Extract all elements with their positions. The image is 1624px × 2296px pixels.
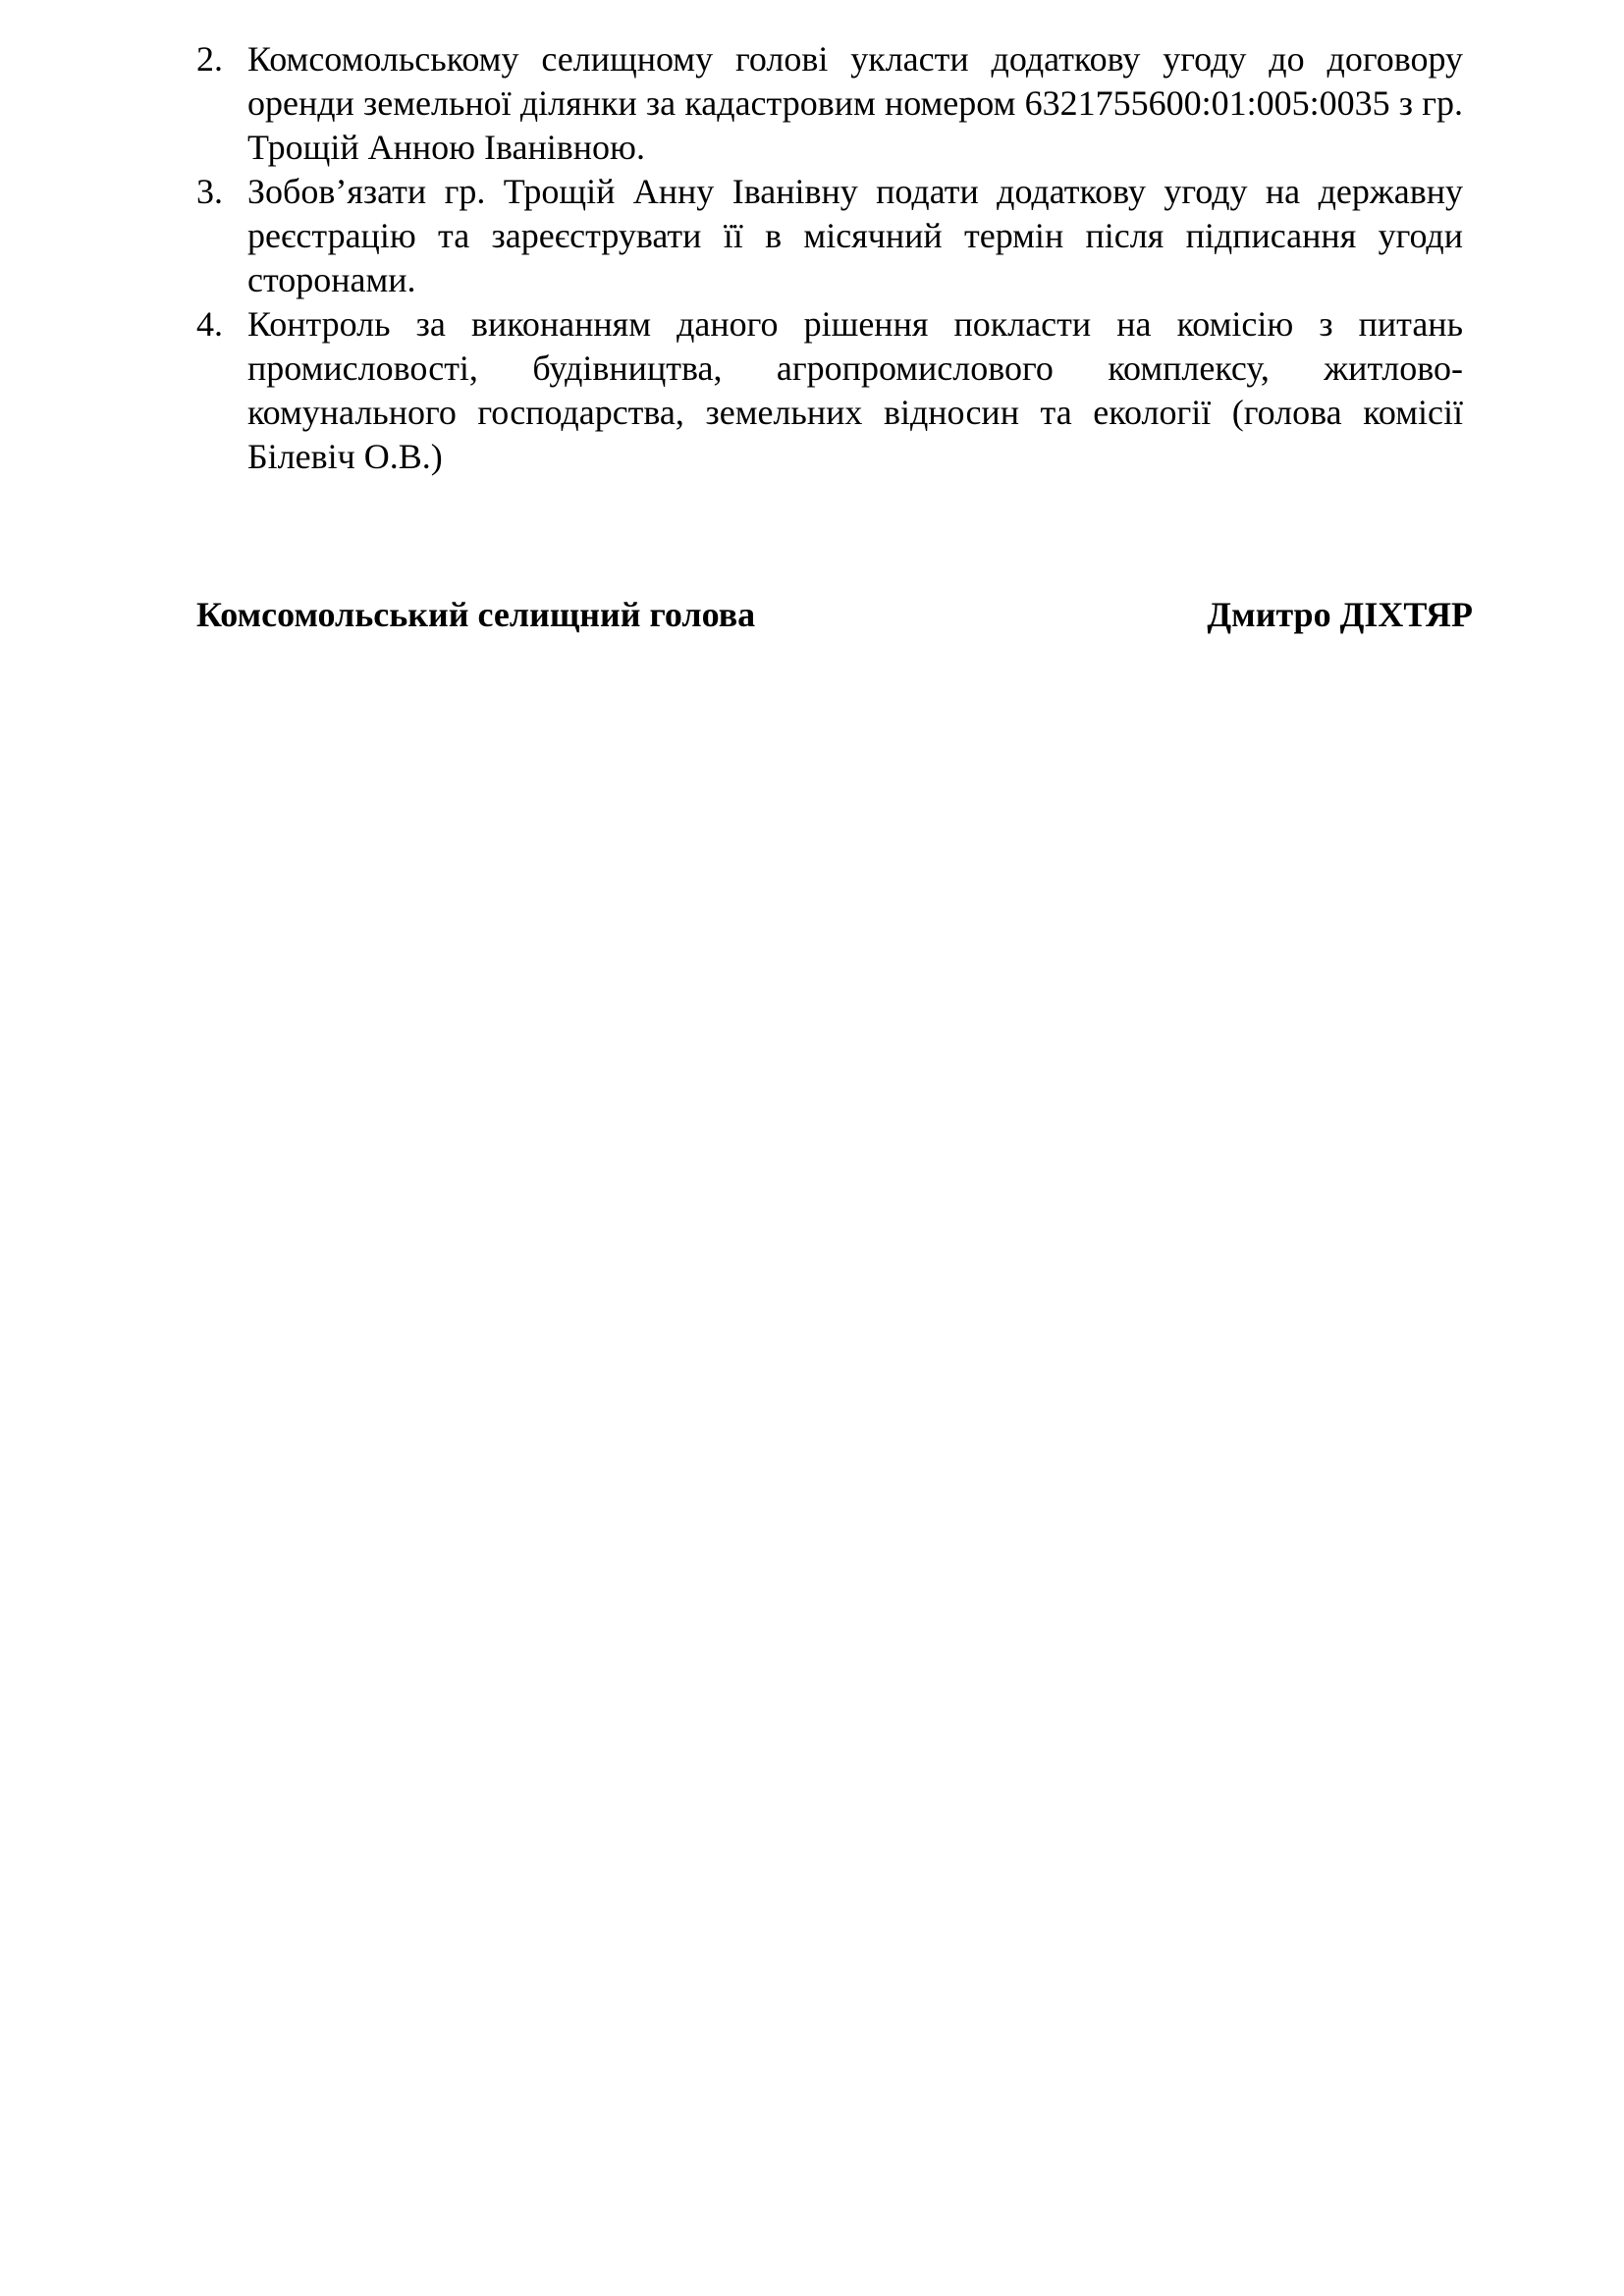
decision-list bbox=[196, 37, 1463, 479]
list-item-text: Контроль за виконанням даного рішення покласти на комісію з питань промисловості, будівництва, агропромислового комплексу, житлово-комунального господарства, земельних відносин та екології (голова комісії Білевіч О.В.) bbox=[247, 304, 1463, 476]
list-item-text: Зобов’язати гр. Трощій Анну Іванівну подати додаткову угоду на державну реєстрацію та зареєструвати її в місячний термін після підписання угоди сторонами. bbox=[247, 172, 1463, 299]
list-item-number: 2. bbox=[196, 39, 223, 79]
list-item bbox=[196, 170, 1463, 302]
signatory-name: Дмитро ДІХТЯР bbox=[1207, 595, 1473, 634]
list-item-number: 3. bbox=[196, 172, 223, 211]
list-item-number: 4. bbox=[196, 304, 223, 344]
signatory-position: Комсомольський селищний голова bbox=[196, 595, 756, 634]
list-item-text: Комсомольському селищному голові укласти додаткову угоду до договору оренди земельної ділянки за кадастровим номером 6321755600:01:005:0035 з гр. Трощій Анною Іванівною. bbox=[247, 39, 1463, 167]
list-item bbox=[196, 37, 1463, 170]
list-item bbox=[196, 302, 1463, 479]
